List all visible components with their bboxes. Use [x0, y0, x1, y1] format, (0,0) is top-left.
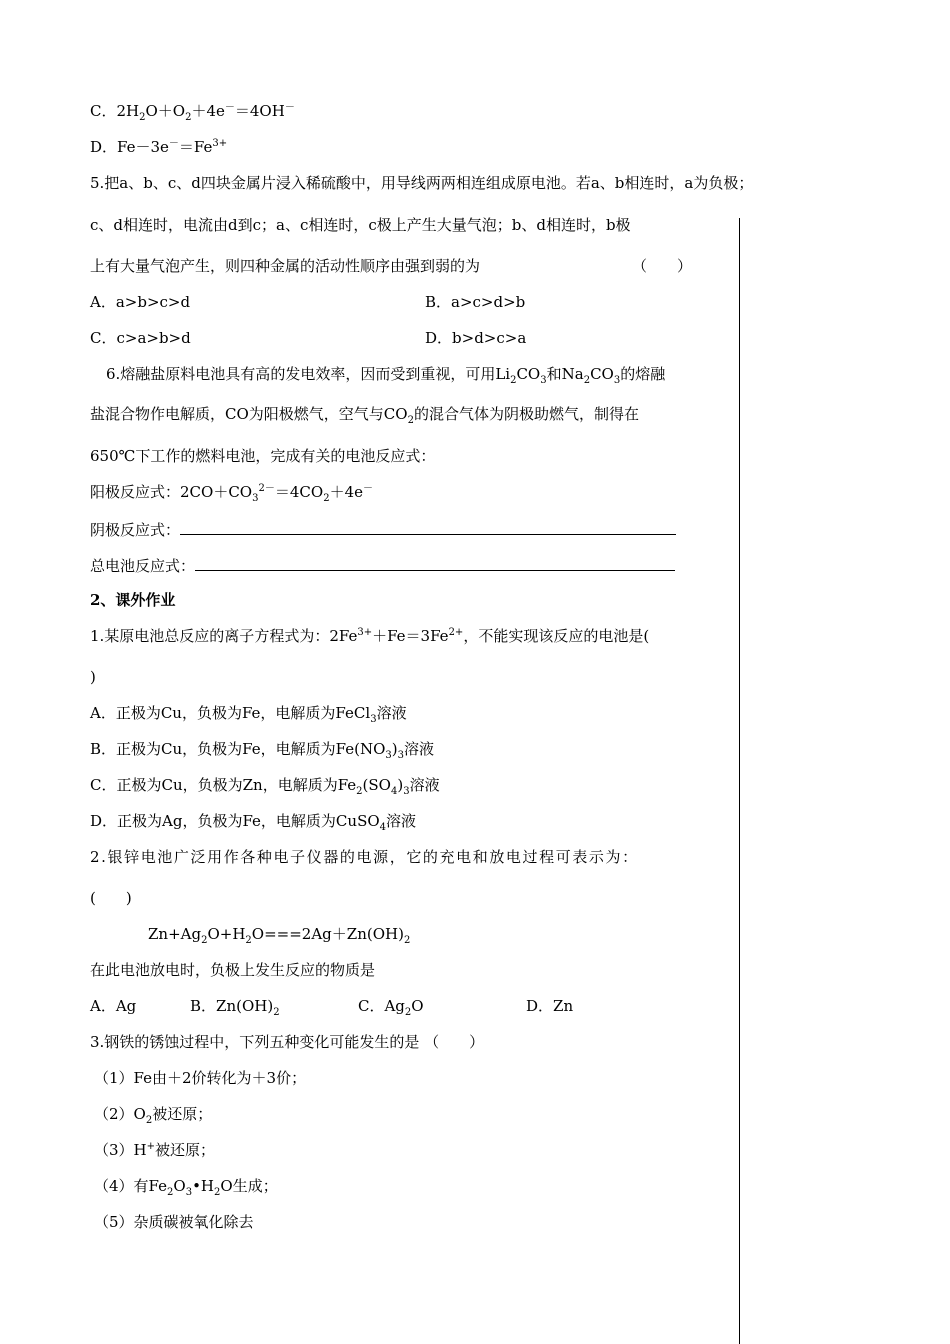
hw3-item-2: $(2)O_2$被还原；: [94, 1105, 213, 1126]
total-answer-blank[interactable]: [195, 554, 675, 571]
hw3-item-3: （3）H+被还原；: [94, 1141, 216, 1159]
hw1-option-c: C．正极为Cu，负极为Zn，电解质为$Fe_2(SO_4)_3$溶液: [90, 776, 440, 797]
hw3-stem: 3.钢铁的锈蚀过程中，下列五种变化可能发生的是 （ ）: [90, 1033, 485, 1051]
q5-stem-line1: 5.把a、b、c、d四块金属片浸入稀硫酸中，用导线两两相连组成原电池。若a、b相连时，a为负极；: [90, 174, 754, 192]
q5-option-d: D．b>d>c>a: [425, 329, 527, 347]
hw2-equation: $Zn+Ag_2O+H_2O===2Ag+Zn(OH)_2$: [148, 925, 411, 946]
hw1-option-b: B．正极为Cu，负极为Fe，电解质为$Fe(NO_3)_3$溶液: [90, 740, 434, 761]
hw1-stem: 1.某原电池总反应的离子方程式为：$2Fe^{3+}+Fe=3Fe^{2+}$，不能实现该反应的电池是(: [90, 627, 650, 645]
q5-answer-paren: （ ）: [632, 257, 693, 275]
q4-option-d: D．$Fe-3e^-=Fe^{3+}$: [90, 138, 228, 156]
hw1-option-d: D．正极为Ag，负极为Fe，电解质为CuSO$_4$溶液: [90, 812, 417, 833]
q5-stem-line2: c、d相连时，电流由d到c；a、c相连时，c极上产生大量气泡；b、d相连时，b极: [90, 216, 631, 234]
q6-anode-equation: 阳极反应式：$2CO+CO_3^{2-}=4CO_2+4e^-$: [90, 483, 373, 504]
q6-stem-line3: 650℃下工作的燃料电池，完成有关的电池反应式：: [90, 447, 436, 465]
cathode-answer-blank[interactable]: [180, 518, 676, 535]
hw2-option-c: C．$Ag_2O$: [358, 997, 424, 1018]
hw2-question: 在此电池放电时，负极上发生反应的物质是: [90, 961, 376, 979]
margin-rule: [739, 218, 740, 1344]
hw2-option-b: B．$Zn(OH)_2$: [190, 997, 280, 1018]
q6-cathode-equation: 阴极反应式：: [90, 518, 676, 540]
q6-stem-line1: 6.熔融盐原料电池具有高的发电效率，因而受到重视，可用$Li_2CO_3$和$Na_2CO_3$的熔融: [106, 365, 666, 386]
hw2-paren: ( ): [90, 889, 132, 907]
hw2-option-d: D．Zn: [526, 997, 574, 1015]
hw3-item-5: （5）杂质碳被氧化除去: [94, 1213, 254, 1231]
q5-option-c: C．c>a>b>d: [90, 329, 191, 347]
q4-option-c: C．$2H_2O+O_2+4e^-=4OH^-$: [90, 102, 295, 123]
hw1-option-a: A．正极为Cu，负极为Fe，电解质为FeCl$_3$溶液: [90, 704, 407, 725]
q6-total-equation: 总电池反应式：: [90, 554, 675, 576]
q5-option-a: A．a>b>c>d: [90, 293, 191, 311]
q5-option-b: B．a>c>d>b: [425, 293, 526, 311]
q6-stem-line2: 盐混合物作电解质，CO为阳极燃气，空气与$CO_2$的混合气体为阴极助燃气，制得在: [90, 405, 639, 426]
hw1-stem-close: ): [90, 668, 96, 686]
hw3-item-1: （1）Fe由＋2价转化为＋3价；: [94, 1069, 307, 1087]
hw2-stem: 2.银锌电池广泛用作各种电子仪器的电源，它的充电和放电过程可表示为：: [90, 848, 639, 866]
q5-stem-line3: 上有大量气泡产生，则四种金属的活动性顺序由强到弱的为: [90, 257, 481, 275]
hw2-option-a: A．Ag: [90, 997, 137, 1015]
section-title: 2、课外作业: [90, 591, 176, 609]
hw3-item-4: （4）有$Fe_2O_3•H_2O$生成；: [94, 1177, 278, 1198]
